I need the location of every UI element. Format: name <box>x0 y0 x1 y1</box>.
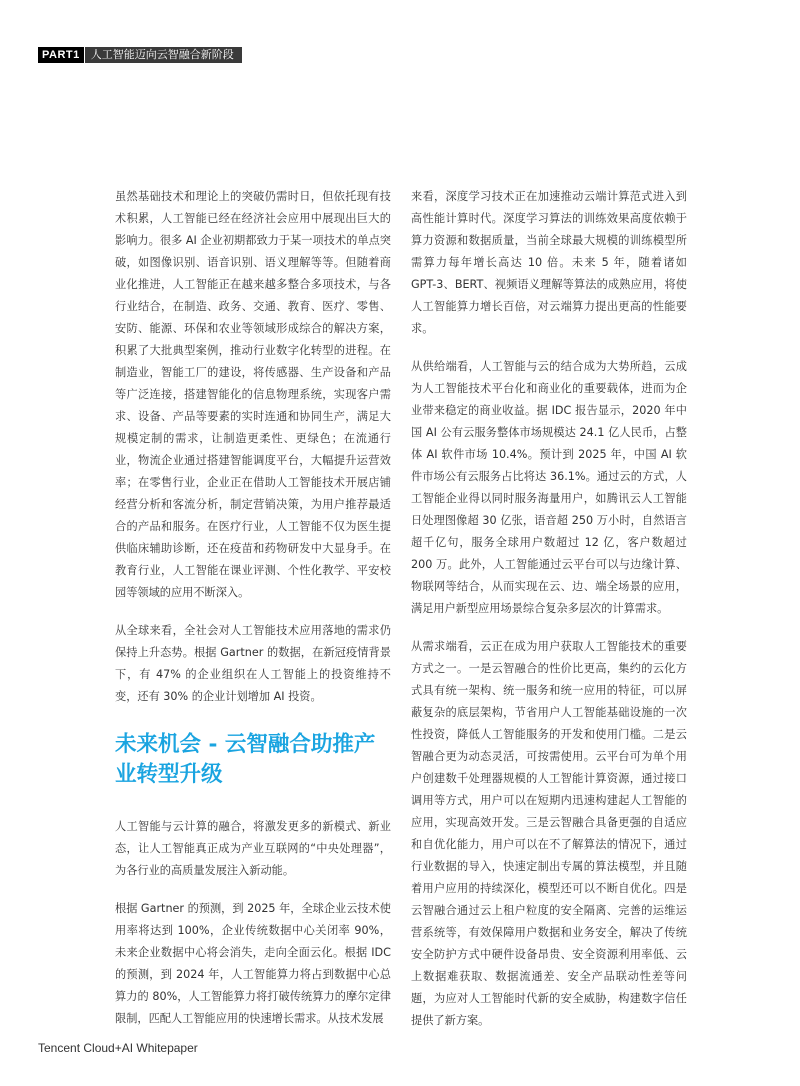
section-header <box>38 47 242 63</box>
paragraph: 虽然基础技术和理论上的突破仍需时日，但依托现有技术积累，人工智能已经在经济社会应用中展现出巨大的影响力。很多 AI 企业初期都致力于某一项技术的单点突破，如图像识别、语音识别、语义理解等等。但随着商业化推进，人工智能正在越来越多整合多项技术，与各行业结合，在制造、政务、交通、教育、医疗、零售、安防、能源、环保和农业等领域形成综合的解决方案，积累了大批典型案例，推动行业数字化转型的进程。在制造业，智能工厂的建设，将传感器、生产设备和产品等广泛连接，搭建智能化的信息物理系统，实现客户需求、设备、产品等要素的实时连通和协同生产，满足大规模定制的需求，让制造更柔性、更绿色；在流通行业，物流企业通过搭建智能调度平台，大幅提升运营效率；在零售行业，企业正在借助人工智能技术开展店铺经营分析和客流分析，制定营销决策，为用户推荐最适合的产品和服务。在医疗行业，人工智能不仅为医生提供临床辅助诊断，还在疫苗和药物研发中大显身手。在教育行业，人工智能在课业评测、个性化教学、平安校园等领域的应用不断深入。 <box>115 190 391 599</box>
paragraph: 从需求端看，云正在成为用户获取人工智能技术的重要方式之一。一是云智融合的性价比更高，集约的云化方式具有统一架构、统一服务和统一应用的特征，可以屏蔽复杂的底层架构，节省用户人工智能基础设施的一次性投资，降低人工智能服务的开发和使用门槛。二是云智融合更为动态灵活，可按需使用。云平台可为单个用户创建数千处理器规模的人工智能计算资源，通过接口调用等方式，用户可以在短期内迅速构建起人工智能的应用，实现高效开发。三是云智融合具备更强的自适应和自优化能力，用户可以在不了解算法的情况下，通过行业数据的导入，快速定制出专属的算法模型，并且随着用户应用的持续深化，模型还可以不断自优化。四是云智融合通过云上租户粒度的安全隔离、完善的运维运营系统等，有效保障用户数据和业务安全，解决了传统安全防护方式中硬件设备昂贵、安全资源利用率低、云上数据难获取、数据流通差、安全产品联动性差等问题，为应对人工智能时代新的安全威胁，构建数字信任提供了新方案。 <box>411 640 687 1027</box>
section-heading: 未来机会 - 云智融合助推产业转型升级 <box>115 732 376 787</box>
paragraph: 从供给端看，人工智能与云的结合成为大势所趋，云成为人工智能技术平台化和商业化的重要载体，进而为企业带来稳定的商业收益。据 IDC 报告显示，2020 年中国 AI 公有云服务整体市场规模达 24.1 亿人民币，占整体 AI 软件市场 10.4%。预计到 2025 年，中国 AI 软件市场公有云服务占比将达 36.1%。通过云的方式，人工智能企业得以同时服务海量用户，如腾讯云人工智能日处理图像超 30 亿张，语音超 250 万小时，自然语言超千亿句，服务全球用户数超过 12 亿，客户数超过 200 万。此外，人工智能通过云平台可以与边缘计算、物联网等结合，从而实现在云、边、端全场景的应用，满足用户新型应用场景综合复杂多层次的计算需求。 <box>411 360 687 615</box>
right-column <box>411 186 687 1048</box>
section-title: 人工智能迈向云智融合新阶段 <box>84 47 242 63</box>
left-column <box>115 186 391 1046</box>
footer-brand: Tencent Cloud+AI Whitepaper <box>38 1041 198 1055</box>
paragraph: 根据 Gartner 的预测，到 2025 年，全球企业云技术使用率将达到 100%，企业传统数据中心关闭率 90%，未来企业数据中心将会消失，走向全面云化。根据 IDC 的预测，到 2024 年，人工智能算力将占到数据中心总算力的 80%，人工智能算力将打破传统算力的摩尔定律限制，匹配人工智能应用的快速增长需求。从技术发展 <box>115 902 391 1025</box>
paragraph: 来看，深度学习技术正在加速推动云端计算范式进入到高性能计算时代。深度学习算法的训练效果高度依赖于算力资源和数据质量，当前全球最大规模的训练模型所需算力每年增长高达 10 倍。未来 5 年，随着诸如 GPT-3、BERT、视频语义理解等算法的成熟应用，将使人工智能算力增长百倍，对云端算力提出更高的性能要求。 <box>411 190 687 335</box>
paragraph: 从全球来看，全社会对人工智能技术应用落地的需求仍保持上升态势。根据 Gartner 的数据，在新冠疫情背景下，有 47% 的企业组织在人工智能上的投资维持不变，还有 30% 的企业计划增加 AI 投资。 <box>115 624 391 703</box>
part-label: PART1 <box>38 47 84 63</box>
paragraph: 人工智能与云计算的融合，将激发更多的新模式、新业态，让人工智能真正成为产业互联网的“中央处理器”，为各行业的高质量发展注入新动能。 <box>115 820 391 877</box>
